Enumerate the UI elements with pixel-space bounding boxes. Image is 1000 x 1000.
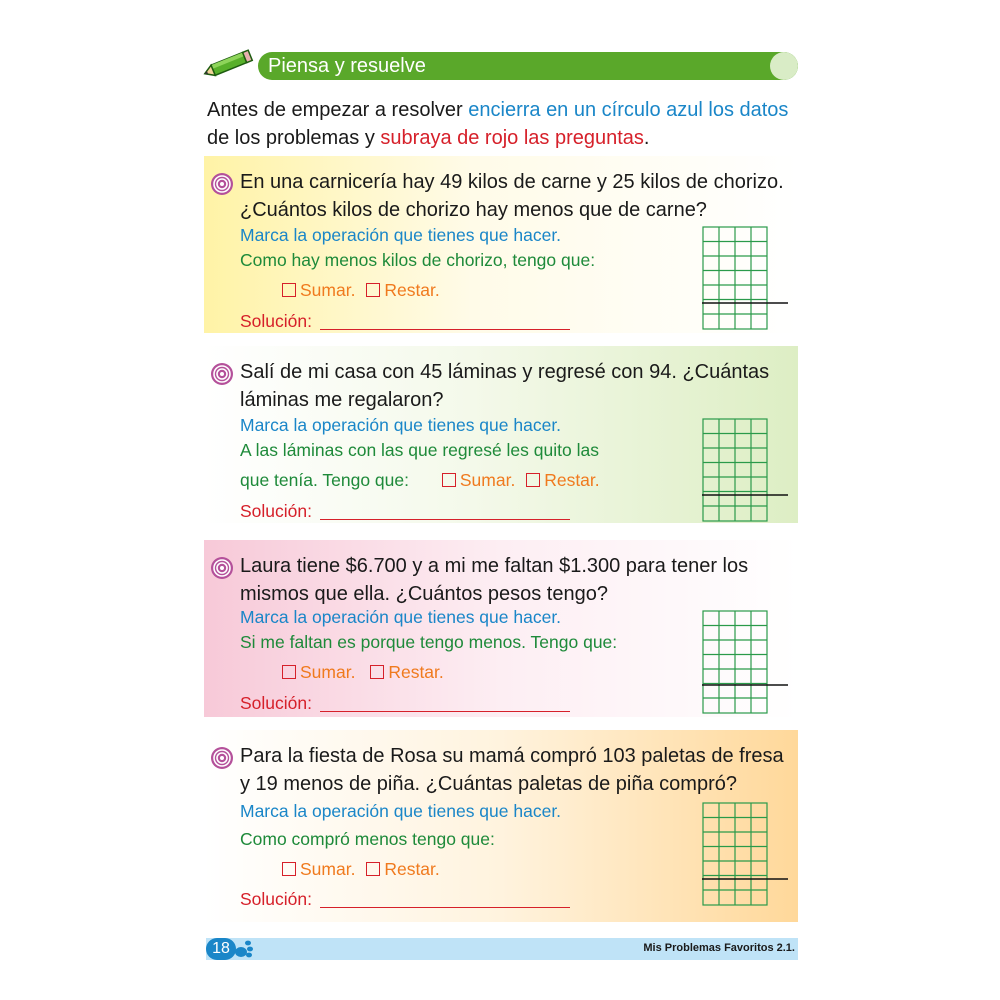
header-bar-cap: [770, 52, 798, 80]
intro-text-2: de los problemas y: [207, 127, 381, 149]
book-title: Mis Problemas Favoritos 2.1.: [643, 942, 795, 954]
solution-row: [240, 310, 570, 332]
problem-instruction: Marca la operación que tienes que hacer.: [240, 607, 562, 627]
solution-row: [240, 500, 570, 522]
problem-hint: Si me faltan es porque tengo menos. Tengo que:: [240, 632, 618, 652]
spiral-bullet-icon: [210, 746, 234, 770]
restar-checkbox[interactable]: [366, 862, 380, 876]
operation-options: [282, 858, 440, 880]
paw-print-icon: [234, 938, 254, 960]
sumar-label: Sumar.: [300, 662, 356, 682]
sumar-label: Sumar.: [300, 280, 356, 300]
problem-card-1: [204, 156, 798, 333]
operation-options: [442, 470, 600, 490]
problem-question: Salí de mi casa con 45 láminas y regresé con 94. ¿Cuántas láminas me regalaron?: [240, 361, 770, 411]
sumar-checkbox[interactable]: [282, 665, 296, 679]
problem-instruction: Marca la operación que tienes que hacer.: [240, 801, 562, 821]
solution-answer-line[interactable]: [320, 711, 570, 712]
intro-text-1: Antes de empezar a resolver: [207, 99, 469, 121]
pencil-icon: [202, 46, 258, 82]
intro-red-instruction: subraya de rojo las preguntas: [380, 127, 644, 149]
problem-instruction: Marca la operación que tienes que hacer.: [240, 225, 562, 245]
operation-grid[interactable]: [702, 226, 788, 330]
restar-checkbox[interactable]: [366, 283, 380, 297]
problem-question: Laura tiene $6.700 y a mi me faltan $1.300 para tener los mismos que ella. ¿Cuántos pesos tengo?: [240, 555, 749, 605]
sumar-label: Sumar.: [459, 470, 516, 490]
sumar-label: Sumar.: [300, 859, 356, 879]
spiral-bullet-icon: [210, 556, 234, 580]
operation-options: [282, 279, 440, 301]
restar-checkbox[interactable]: [370, 665, 384, 679]
problem-card-4: [204, 730, 798, 922]
hint-and-options-row: [240, 469, 600, 491]
intro-blue-instruction: encierra en un círculo azul los datos: [468, 99, 789, 121]
page-number: 18: [206, 938, 236, 960]
problem-instruction: Marca la operación que tienes que hacer.: [240, 415, 562, 435]
solution-answer-line[interactable]: [320, 907, 570, 908]
instructions-paragraph: [207, 96, 807, 152]
operation-grid[interactable]: [702, 418, 788, 522]
section-title: Piensa y resuelve: [268, 55, 426, 77]
solution-label: Solución:: [240, 889, 312, 909]
problem-hint: Como hay menos kilos de chorizo, tengo que:: [240, 250, 596, 270]
solution-label: Solución:: [240, 311, 312, 331]
operation-options: [282, 661, 444, 683]
solution-answer-line[interactable]: [320, 329, 570, 330]
problem-question: En una carnicería hay 49 kilos de carne y 25 kilos de chorizo. ¿Cuántos kilos de chorizo hay menos que de carne?: [240, 171, 784, 221]
sumar-checkbox[interactable]: [442, 473, 456, 487]
spiral-bullet-icon: [210, 172, 234, 196]
solution-row: [240, 888, 570, 910]
problem-card-2: [204, 346, 798, 523]
solution-label: Solución:: [240, 693, 312, 713]
operation-grid[interactable]: [702, 802, 788, 906]
restar-checkbox[interactable]: [526, 473, 540, 487]
restar-label: Restar.: [388, 662, 444, 682]
problem-hint-continued: que tenía. Tengo que:: [240, 470, 409, 490]
problem-card-3: [204, 540, 798, 717]
sumar-checkbox[interactable]: [282, 862, 296, 876]
intro-end: .: [643, 127, 650, 149]
problem-hint: Como compró menos tengo que:: [240, 829, 495, 849]
restar-label: Restar.: [544, 470, 600, 490]
spiral-bullet-icon: [210, 362, 234, 386]
restar-label: Restar.: [384, 280, 440, 300]
solution-answer-line[interactable]: [320, 519, 570, 520]
solution-row: [240, 692, 570, 714]
problem-question: Para la fiesta de Rosa su mamá compró 103 paletas de fresa y 19 menos de piña. ¿Cuántas paletas de piña compró?: [240, 745, 784, 795]
problem-hint: A las láminas con las que regresé les quito las: [240, 440, 599, 460]
operation-grid[interactable]: [702, 610, 788, 714]
restar-label: Restar.: [384, 859, 440, 879]
solution-label: Solución:: [240, 501, 312, 521]
sumar-checkbox[interactable]: [282, 283, 296, 297]
